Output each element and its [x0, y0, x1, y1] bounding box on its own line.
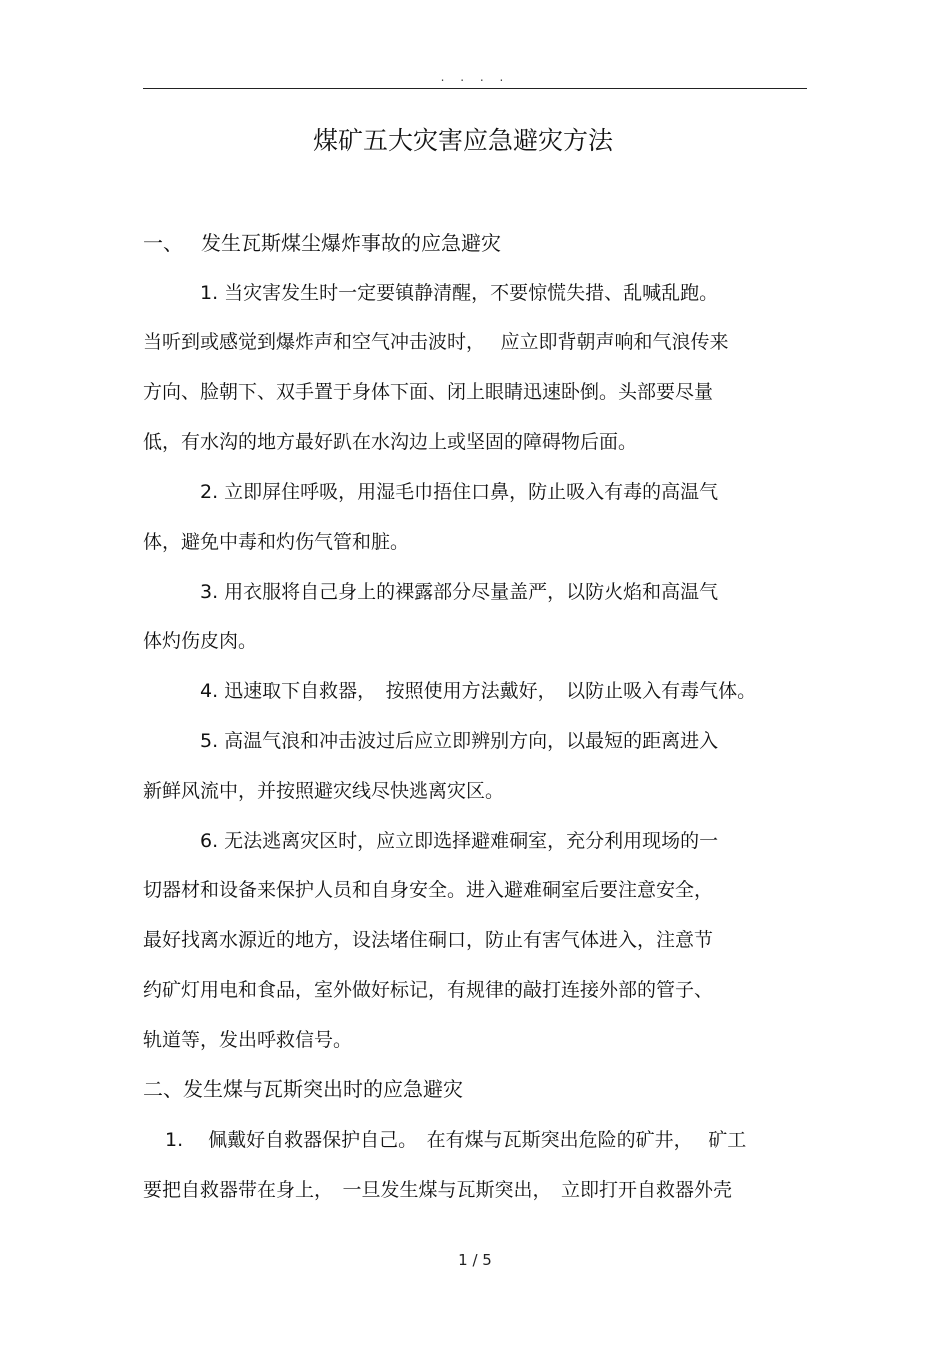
paragraph-line: 轨道等，发出呼救信号。 [143, 1029, 353, 1051]
section-1-heading-number: 一、 [143, 231, 183, 255]
paragraph-line: 约矿灯用电和食品，室外做好标记，有规律的敲打连接外部的管子、 [143, 979, 714, 1001]
paragraph-line: 低，有水沟的地方最好趴在水沟边上或坚固的障碍物后面。 [143, 431, 638, 453]
paragraph-line: 1. 当灾害发生时一定要镇静清醒，不要惊慌失措、乱喊乱跑。 [200, 282, 719, 304]
paragraph-line: 当听到或感觉到爆炸声和空气冲击波时， 应立即背朝声响和气浪传来 [143, 331, 729, 353]
paragraph-line: 切器材和设备来保护人员和自身安全。进入避难硐室后要注意安全， [143, 879, 714, 901]
paragraph-line: 方向、脸朝下、双手置于身体下面、闭上眼睛迅速卧倒。头部要尽量 [143, 381, 714, 403]
paragraph-line: 1. 佩戴好自救器保护自己。 在有煤与瓦斯突出危险的矿井， 矿工 [165, 1129, 747, 1151]
paragraph-line: 2. 立即屏住呼吸，用湿毛巾捂住口鼻，防止吸入有毒的高温气 [200, 481, 719, 503]
paragraph-line: 新鲜风流中，并按照避灾线尽快逃离灾区。 [143, 780, 505, 802]
paragraph-line: 体，避免中毒和灼伤气管和脏。 [143, 531, 410, 553]
section-1-heading: 发生瓦斯煤尘爆炸事故的应急避灾 [201, 231, 501, 255]
header-rule [143, 88, 807, 89]
paragraph-line: 4. 迅速取下自救器， 按照使用方法戴好， 以防止吸入有毒气体。 [200, 680, 757, 702]
paragraph-line: 3. 用衣服将自己身上的裸露部分尽量盖严，以防火焰和高温气 [200, 581, 719, 603]
header-dots: . . . . [440, 70, 510, 84]
section-2-heading: 二、发生煤与瓦斯突出时的应急避灾 [143, 1077, 463, 1101]
paragraph-line: 体灼伤皮肉。 [143, 630, 258, 652]
paragraph-line: 要把自救器带在身上， 一旦发生煤与瓦斯突出， 立即打开自救器外壳 [143, 1179, 733, 1201]
page-number: 1 / 5 [458, 1251, 492, 1269]
paragraph-line: 6. 无法逃离灾区时，应立即选择避难硐室，充分利用现场的一 [200, 830, 719, 852]
paragraph-line: 最好找离水源近的地方，设法堵住硐口，防止有害气体进入，注意节 [143, 929, 714, 951]
paragraph-line: 5. 高温气浪和冲击波过后应立即辨别方向，以最短的距离进入 [200, 730, 719, 752]
document-title: 煤矿五大灾害应急避灾方法 [312, 126, 613, 155]
